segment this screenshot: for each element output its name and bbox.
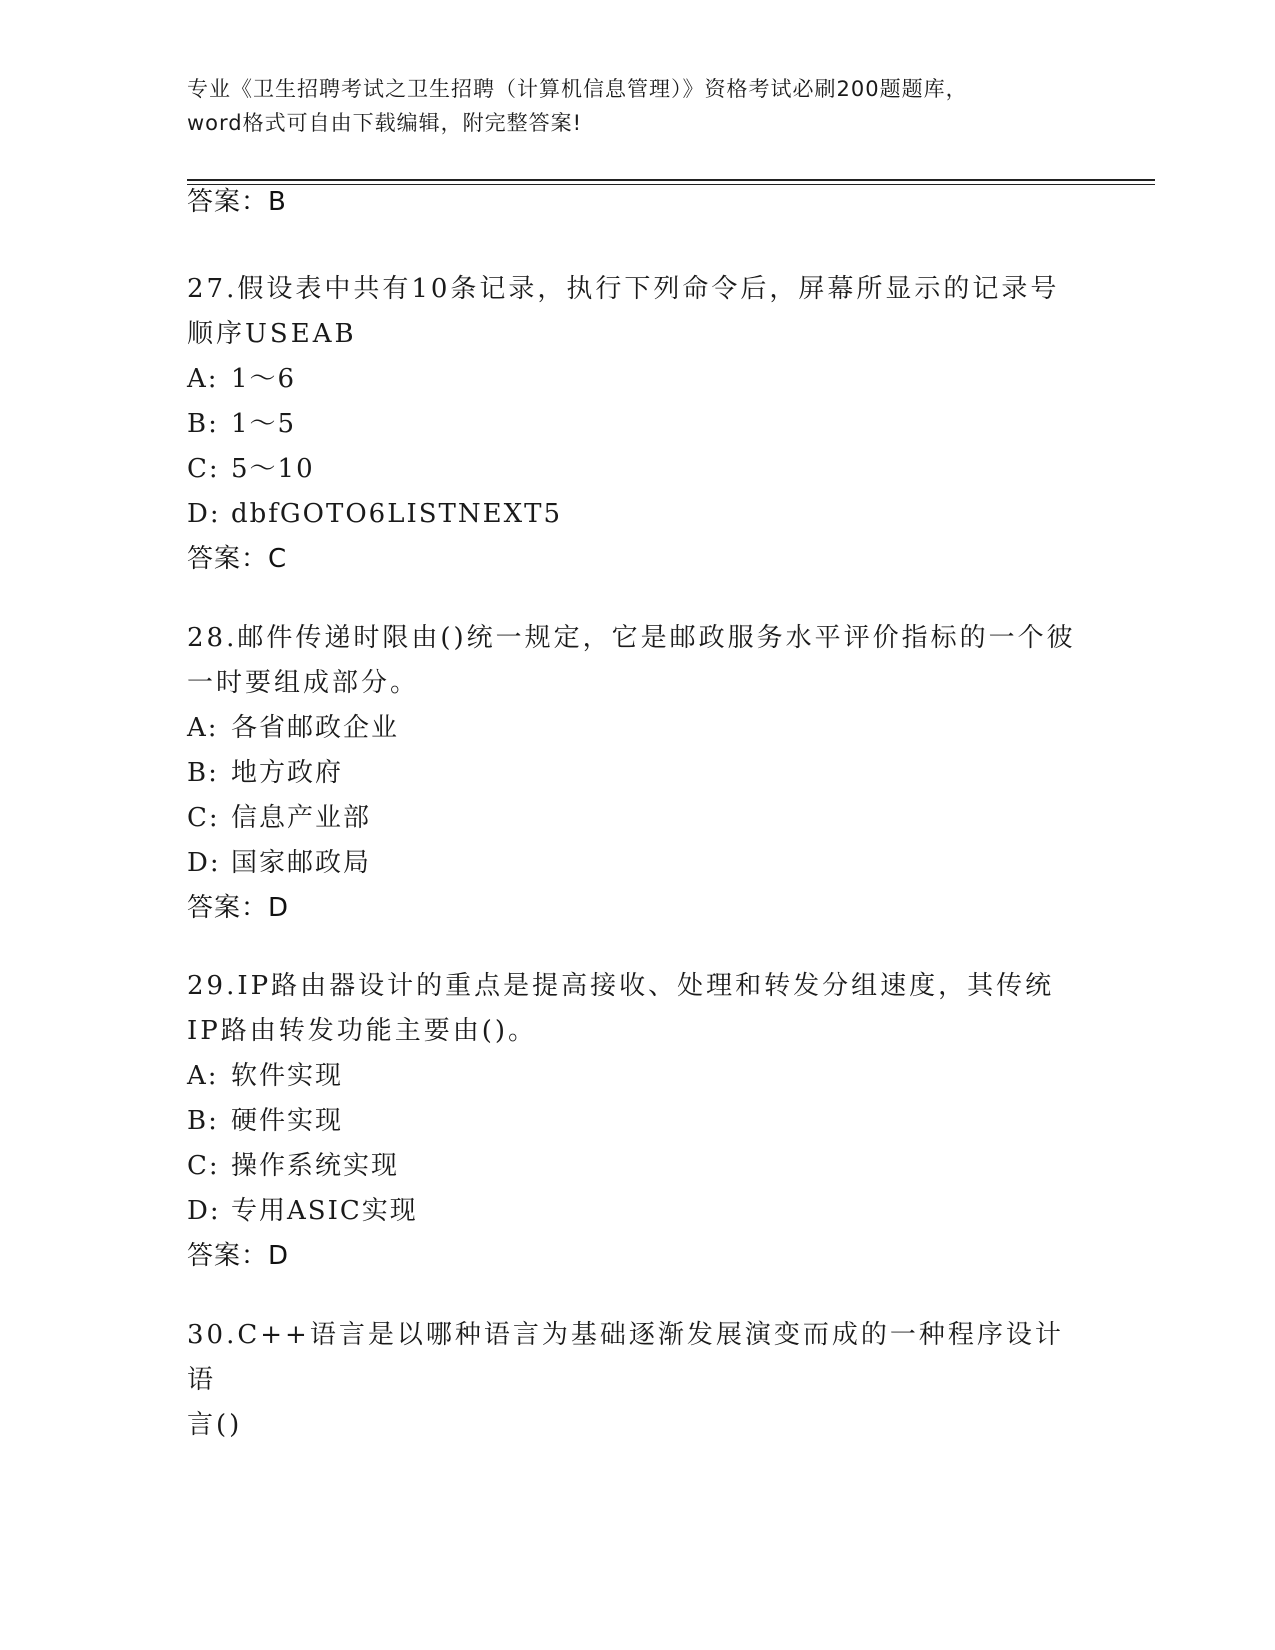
option-letter: A: <box>187 713 219 743</box>
option-letter: B: <box>187 1106 219 1136</box>
question-text-line-2: 一时要组成部分。 <box>187 668 420 698</box>
option-text: 操作系统实现 <box>231 1151 400 1181</box>
option-text: 1～6 <box>231 364 297 394</box>
option-b <box>187 751 1087 796</box>
option-text: 信息产业部 <box>231 803 372 833</box>
option-letter: D: <box>187 848 221 878</box>
option-text: 各省邮政企业 <box>231 713 400 743</box>
question-text <box>187 267 1087 357</box>
header-line-1: 专业《卫生招聘考试之卫生招聘（计算机信息管理）》资格考试必刷200题题库， <box>187 77 968 101</box>
document-header <box>187 72 1087 140</box>
option-letter: A: <box>187 364 219 394</box>
option-c <box>187 447 1087 492</box>
option-letter: C: <box>187 454 220 484</box>
option-a <box>187 357 1087 402</box>
option-text: 1～5 <box>231 409 297 439</box>
question-text-line-2: IP路由转发功能主要由()。 <box>187 1016 538 1046</box>
question-text-line-1: 28.邮件传递时限由()统一规定，它是邮政服务水平评价指标的一个彼 <box>187 623 1076 653</box>
option-c <box>187 1144 1087 1189</box>
question-29 <box>187 964 1087 1279</box>
question-text-line-2: 言() <box>187 1410 243 1440</box>
question-text <box>187 1313 1087 1448</box>
question-text-line-1: 29.IP路由器设计的重点是提高接收、处理和转发分组速度，其传统 <box>187 971 1055 1001</box>
option-a <box>187 706 1087 751</box>
option-text: 硬件实现 <box>231 1106 344 1136</box>
option-letter: C: <box>187 1151 220 1181</box>
option-text: dbfGOTO6LISTNEXT5 <box>231 499 563 529</box>
option-letter: C: <box>187 803 220 833</box>
option-letter: A: <box>187 1061 219 1091</box>
answer: 答案：D <box>187 893 290 923</box>
option-letter: B: <box>187 758 219 788</box>
option-c <box>187 796 1087 841</box>
answer-previous: 答案：B <box>187 187 287 217</box>
answer: 答案：D <box>187 1241 290 1271</box>
option-letter: B: <box>187 409 219 439</box>
question-30 <box>187 1313 1087 1448</box>
option-b <box>187 402 1087 447</box>
option-d <box>187 841 1087 886</box>
question-27 <box>187 267 1087 582</box>
option-text: 软件实现 <box>231 1061 344 1091</box>
question-text <box>187 964 1087 1054</box>
question-text-line-1: 27.假设表中共有10条记录，执行下列命令后，屏幕所显示的记录号 <box>187 274 1060 304</box>
question-text-line-2: 顺序USEAB <box>187 319 357 349</box>
option-text: 地方政府 <box>231 758 344 788</box>
option-text: 专用ASIC实现 <box>231 1196 418 1226</box>
option-letter: D: <box>187 499 221 529</box>
option-d <box>187 492 1087 537</box>
question-text-line-1: 30.C++语言是以哪种语言为基础逐渐发展演变而成的一种程序设计语 <box>187 1320 1064 1395</box>
question-28 <box>187 616 1087 931</box>
option-text: 国家邮政局 <box>231 848 372 878</box>
answer: 答案：C <box>187 544 288 574</box>
option-d <box>187 1189 1087 1234</box>
option-text: 5～10 <box>231 454 315 484</box>
header-line-2: word格式可自由下载编辑，附完整答案! <box>187 111 583 135</box>
option-a <box>187 1054 1087 1099</box>
option-letter: D: <box>187 1196 221 1226</box>
question-text <box>187 616 1087 706</box>
option-b <box>187 1099 1087 1144</box>
